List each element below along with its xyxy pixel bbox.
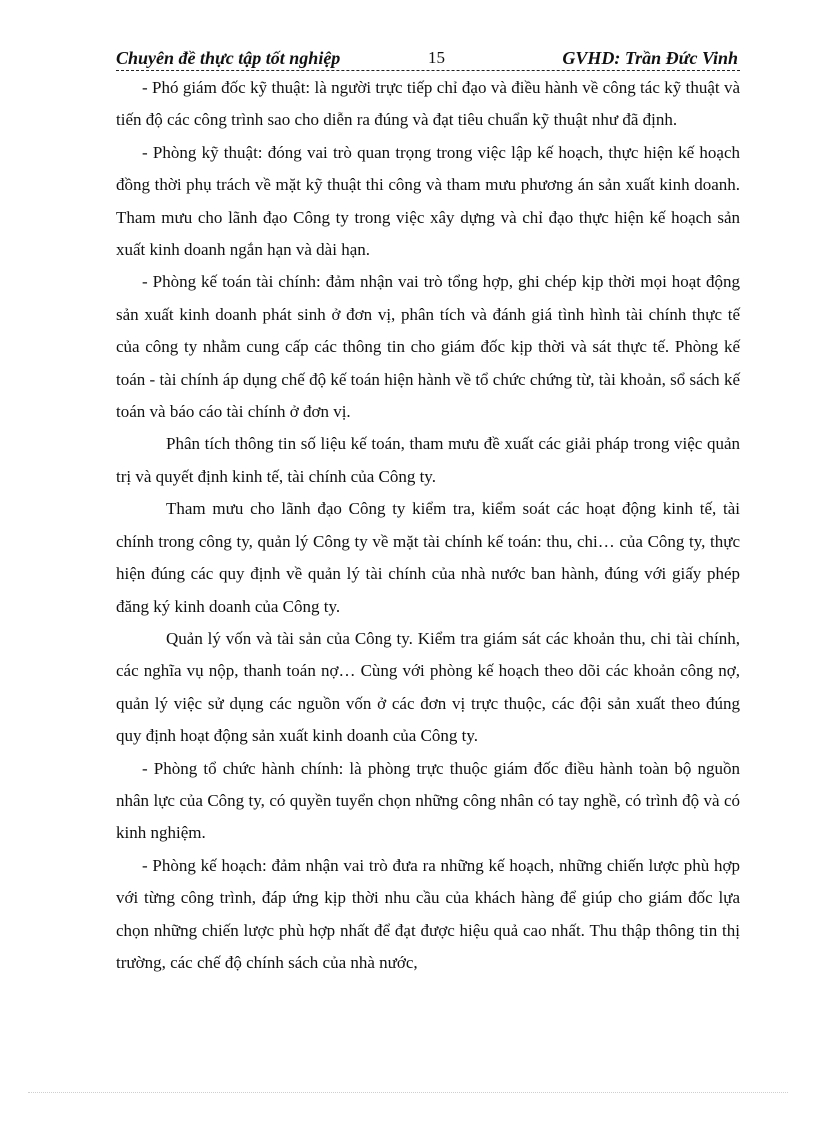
- paragraph-capital-management: Quản lý vốn và tài sản của Công ty. Kiểm tra giám sát các khoản thu, chi tài chính, các nghĩa vụ nộp, thanh toán nợ… Cùng với phòng kế hoạch theo dõi các khoản công nợ, quản lý việc sử dụng các nguồn vốn ở các đơn vị trực thuộc, các đội sản xuất theo đúng quy định hoạt động sản xuất kinh doanh của Công ty.: [116, 628, 740, 746]
- page-number: 15: [428, 48, 445, 67]
- page-bottom-divider: [28, 1092, 788, 1093]
- paragraph-finance-accounting-department: - Phòng kế toán tài chính: đảm nhận vai trò tổng hợp, ghi chép kịp thời mọi hoạt động sản xuất kinh doanh phát sinh ở đơn vị, phân tích và đánh giá tình hình tài chính thực tế của công ty nhằm cung cấp các thông tin cho giám đốc kịp thời và sát thực tế. Phòng kế toán - tài chính áp dụng chế độ kế toán hiện hành về tổ chức chứng từ, tài khoản, sổ sách kế toán và báo cáo tài chính ở đơn vị.: [116, 272, 740, 422]
- body-text: [116, 72, 740, 979]
- page-header: [116, 46, 740, 71]
- paragraph-technical-department: - Phòng kỹ thuật: đóng vai trò quan trọng trong việc lập kế hoạch, thực hiện kế hoạch đồng thời phụ trách về mặt kỹ thuật thi công và tham mưu phương án sản xuất kinh doanh. Tham mưu cho lãnh đạo Công ty trong việc xây dựng và chỉ đạo thực hiện kế hoạch sản xuất kinh doanh ngắn hạn và dài hạn.: [116, 142, 740, 260]
- paragraph-planning-department: - Phòng kế hoạch: đảm nhận vai trò đưa ra những kế hoạch, những chiến lược phù hợp với từng công trình, đáp ứng kịp thời nhu cầu của khách hàng để giúp cho giám đốc lựa chọn những chiến lược phù hợp nhất để đạt được hiệu quả cao nhất. Thu thập thông tin thị trường, các chế độ chính sách của nhà nước,: [116, 855, 740, 972]
- paragraph-deputy-technical-director: - Phó giám đốc kỹ thuật: là người trực tiếp chỉ đạo và điều hành về công tác kỹ thuật và tiến độ các công trình sao cho diễn ra đúng và đạt tiêu chuẩn kỹ thuật như đã định.: [116, 78, 740, 130]
- header-supervisor: GVHD: Trần Đức Vinh: [562, 48, 738, 68]
- header-title: Chuyên đề thực tập tốt nghiệp: [116, 48, 341, 68]
- paragraph-accounting-advisory: Tham mưu cho lãnh đạo Công ty kiểm tra, kiểm soát các hoạt động kinh tế, tài chính trong công ty, quản lý Công ty về mặt tài chính kế toán: thu, chi… của Công ty, thực hiện đúng các quy định về quản lý tài chính của nhà nước ban hành, đúng với giấy phép đăng ký kinh doanh của Công ty.: [116, 499, 740, 616]
- paragraph-accounting-analysis: Phân tích thông tin số liệu kế toán, tham mưu đề xuất các giải pháp trong việc quản trị và quyết định kinh tế, tài chính của Công ty.: [116, 434, 740, 486]
- paragraph-administration-department: - Phòng tổ chức hành chính: là phòng trực thuộc giám đốc điều hành toàn bộ nguồn nhân lực của Công ty, có quyền tuyển chọn những công nhân có tay nghề, có trình độ và có kinh nghiệm.: [116, 758, 740, 843]
